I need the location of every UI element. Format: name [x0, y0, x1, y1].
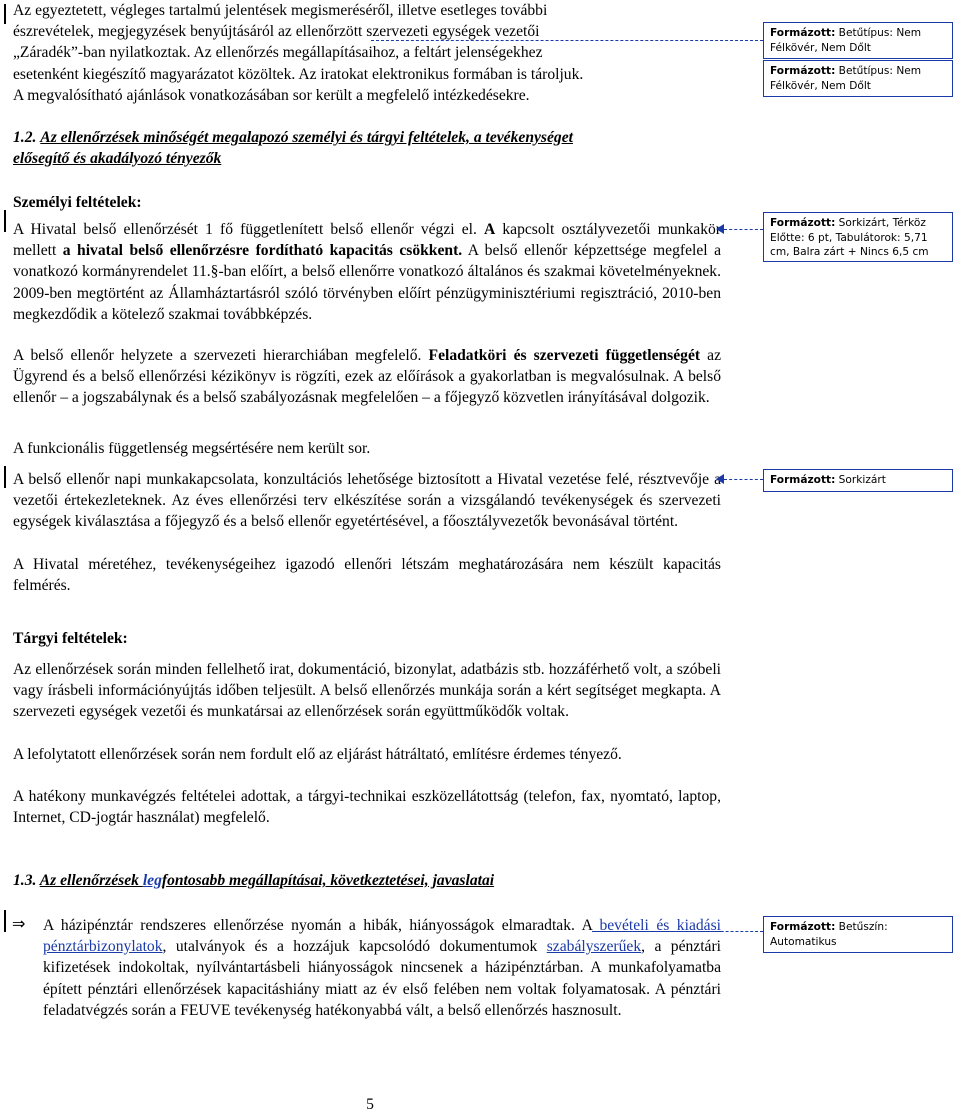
change-bar — [4, 910, 6, 932]
section-heading-1-2 — [13, 127, 773, 169]
material-paragraph-3: A hatékony munkavégzés feltételei adottak, a tárgyi-technikai eszközellátottság (telefon, fax, nyomtató, laptop, Internet, CD-jogtár használat) megfelelő. — [13, 788, 721, 827]
change-bar — [4, 210, 6, 232]
section-title-part: Az ellenőrzések — [39, 872, 143, 889]
intro-line: A megvalósítható ajánlások vonatkozásában sor került a megfelelő intézkedésekre. — [13, 86, 530, 104]
inserted-text: szabályszerűek — [546, 938, 642, 956]
material-heading: Tárgyi feltételek: — [13, 630, 128, 647]
comment-connector — [652, 931, 763, 932]
comment-connector — [724, 479, 763, 480]
personal-paragraph-1: A Hivatal belső ellenőrzését 1 fő függetlenített belső ellenőr végzi el. A kapcsolt osztályvezetői munkakör mellett a hivatal belső ellenőrzésre fordítható kapacitás csökkent. A belső ellenőr képzettsége megfelel a vonatkozó kormányrendelet 11.§-ban előírt, a belső ellenőrre vonatkozó általános és szakmai követelményeknek. 2009-ben megtörtént az Államháztartásról szóló törvényben előírt pénzügyminisztériumi regisztráció, 2010-ben megkezdődik a kötelező szakmai továbbképzés. — [13, 221, 721, 323]
page-number: 5 — [366, 1096, 374, 1113]
inserted-text: bevételi és kiadási pénztárbizonylatok — [43, 917, 721, 956]
comment-connector — [371, 40, 763, 41]
section-title-cont: elősegítő és akadályozó tényezők — [13, 150, 222, 167]
personal-paragraph-3: A funkcionális függetlenség megsértésére nem került sor. — [13, 440, 371, 457]
section-heading-1-3 — [13, 870, 773, 891]
intro-line: észrevételek, megjegyzések benyújtásáról az ellenőrzött szervezeti egységek vezetői — [13, 23, 540, 41]
format-comment-bubble[interactable]: Formázott: Betűszín: Automatikus — [763, 916, 953, 953]
bullet-paragraph: A házipénztár rendszeres ellenőrzése nyomán a hibák, hiányosságok elmaradtak. A bevételi és kiadási pénztárbizonylatok, utalványok és a hozzájuk kapcsolódó dokumentumok szabályszerűek, a pénztári kifizetések indokoltak, nyílvántartásbeli hiányosságok nincsenek a házipénztárban. A munkafolyamatba épített pénztári ellenőrzések kapacitáshiány miatt az év első felében nem voltak folyamatosak. A pénztári feladatvégzés során a FEUVE tevékenység hatékonyabbá vált, a belső ellenőrzés hasznosult. — [43, 917, 721, 1019]
comment-anchor-icon — [716, 224, 724, 234]
intro-line: esetenként kiegészítő magyarázatot közöltek. Az iratokat elektronikus formában is tároljuk. — [13, 65, 584, 83]
comment-anchor-icon — [716, 474, 724, 484]
section-title: Az ellenőrzések minőségét megalapozó személyi és tárgyi feltételek, a tevékenységet — [40, 129, 573, 146]
comment-connector — [724, 229, 763, 230]
inserted-text: leg — [142, 872, 162, 889]
personal-heading: Személyi feltételek: — [13, 194, 142, 211]
personal-paragraph-5: A Hivatal méretéhez, tevékenységeihez igazodó ellenőri létszám meghatározására nem készült kapacitás felmérés. — [13, 556, 721, 595]
intro-line: Az egyeztetett, végleges tartalmú jelentések megismeréséről, illetve esetleges további — [13, 2, 548, 19]
format-comment-bubble[interactable]: Formázott: Betűtípus: Nem Félkövér, Nem Dőlt — [763, 22, 953, 59]
arrow-bullet-icon: ⇒ — [12, 914, 26, 933]
intro-line: „Záradék”-ban nyilatkoztak. Az ellenőrzés megállapításaihoz, a feltárt jelenségekhez — [13, 44, 543, 62]
change-bar — [4, 466, 6, 488]
personal-paragraph-4: A belső ellenőr napi munkakapcsolata, konzultációs lehetősége biztosított a Hivatal vezetése felé, résztvevője a vezetői értekezleteknek. Az éves ellenőrzési terv elkészítése során a vizsgálandó tevékenységek és szervezeti egységek kiválasztása a főjegyző és a belső ellenőr egyetértésével, a főosztályvezetők bevonásával történt. — [13, 471, 721, 531]
material-paragraph-2: A lefolytatott ellenőrzések során nem fordult elő az eljárást hátráltató, említésre érdemes tényező. — [13, 746, 622, 763]
section-number: 1.3. — [13, 872, 37, 889]
format-comment-bubble[interactable]: Formázott: Betűtípus: Nem Félkövér, Nem Dőlt — [763, 60, 953, 97]
section-number: 1.2. — [13, 129, 37, 146]
material-paragraph-1: Az ellenőrzések során minden fellelhető irat, dokumentáció, bizonylat, adatbázis stb. hozzáférhető volt, a szóbeli vagy írásbeli információnyújtás időben teljesült. A belső ellenőrzés munkája során a kért segítséget megkapta. A szervezeti egységek vezetői és munkatársai az ellenőrzések során együttműködők voltak. — [13, 661, 721, 721]
personal-paragraph-2: A belső ellenőr helyzete a szervezeti hierarchiában megfelelő. Feladatköri és szervezeti függetlenségét az Ügyrend és a belső ellenőrzési kézikönyv is rögzíti, ezek az előírások a gyakorlatban is megvalósulnak. A belső ellenőr – a jogszabálynak és a belső szabályozásnak megfelelően – a főjegyző közvetlen irányításával dolgozik. — [13, 347, 721, 407]
intro-paragraph — [13, 0, 721, 106]
format-comment-bubble[interactable]: Formázott: Sorkizárt, Térköz Előtte: 6 pt, Tabulátorok: 5,71 cm, Balra zárt + Nincs 6,5 cm — [763, 212, 953, 262]
section-title-part: fontosabb megállapításai, következtetései, javaslatai — [161, 872, 495, 889]
change-bar — [4, 4, 6, 24]
format-comment-bubble[interactable]: Formázott: Sorkizárt — [763, 469, 953, 492]
